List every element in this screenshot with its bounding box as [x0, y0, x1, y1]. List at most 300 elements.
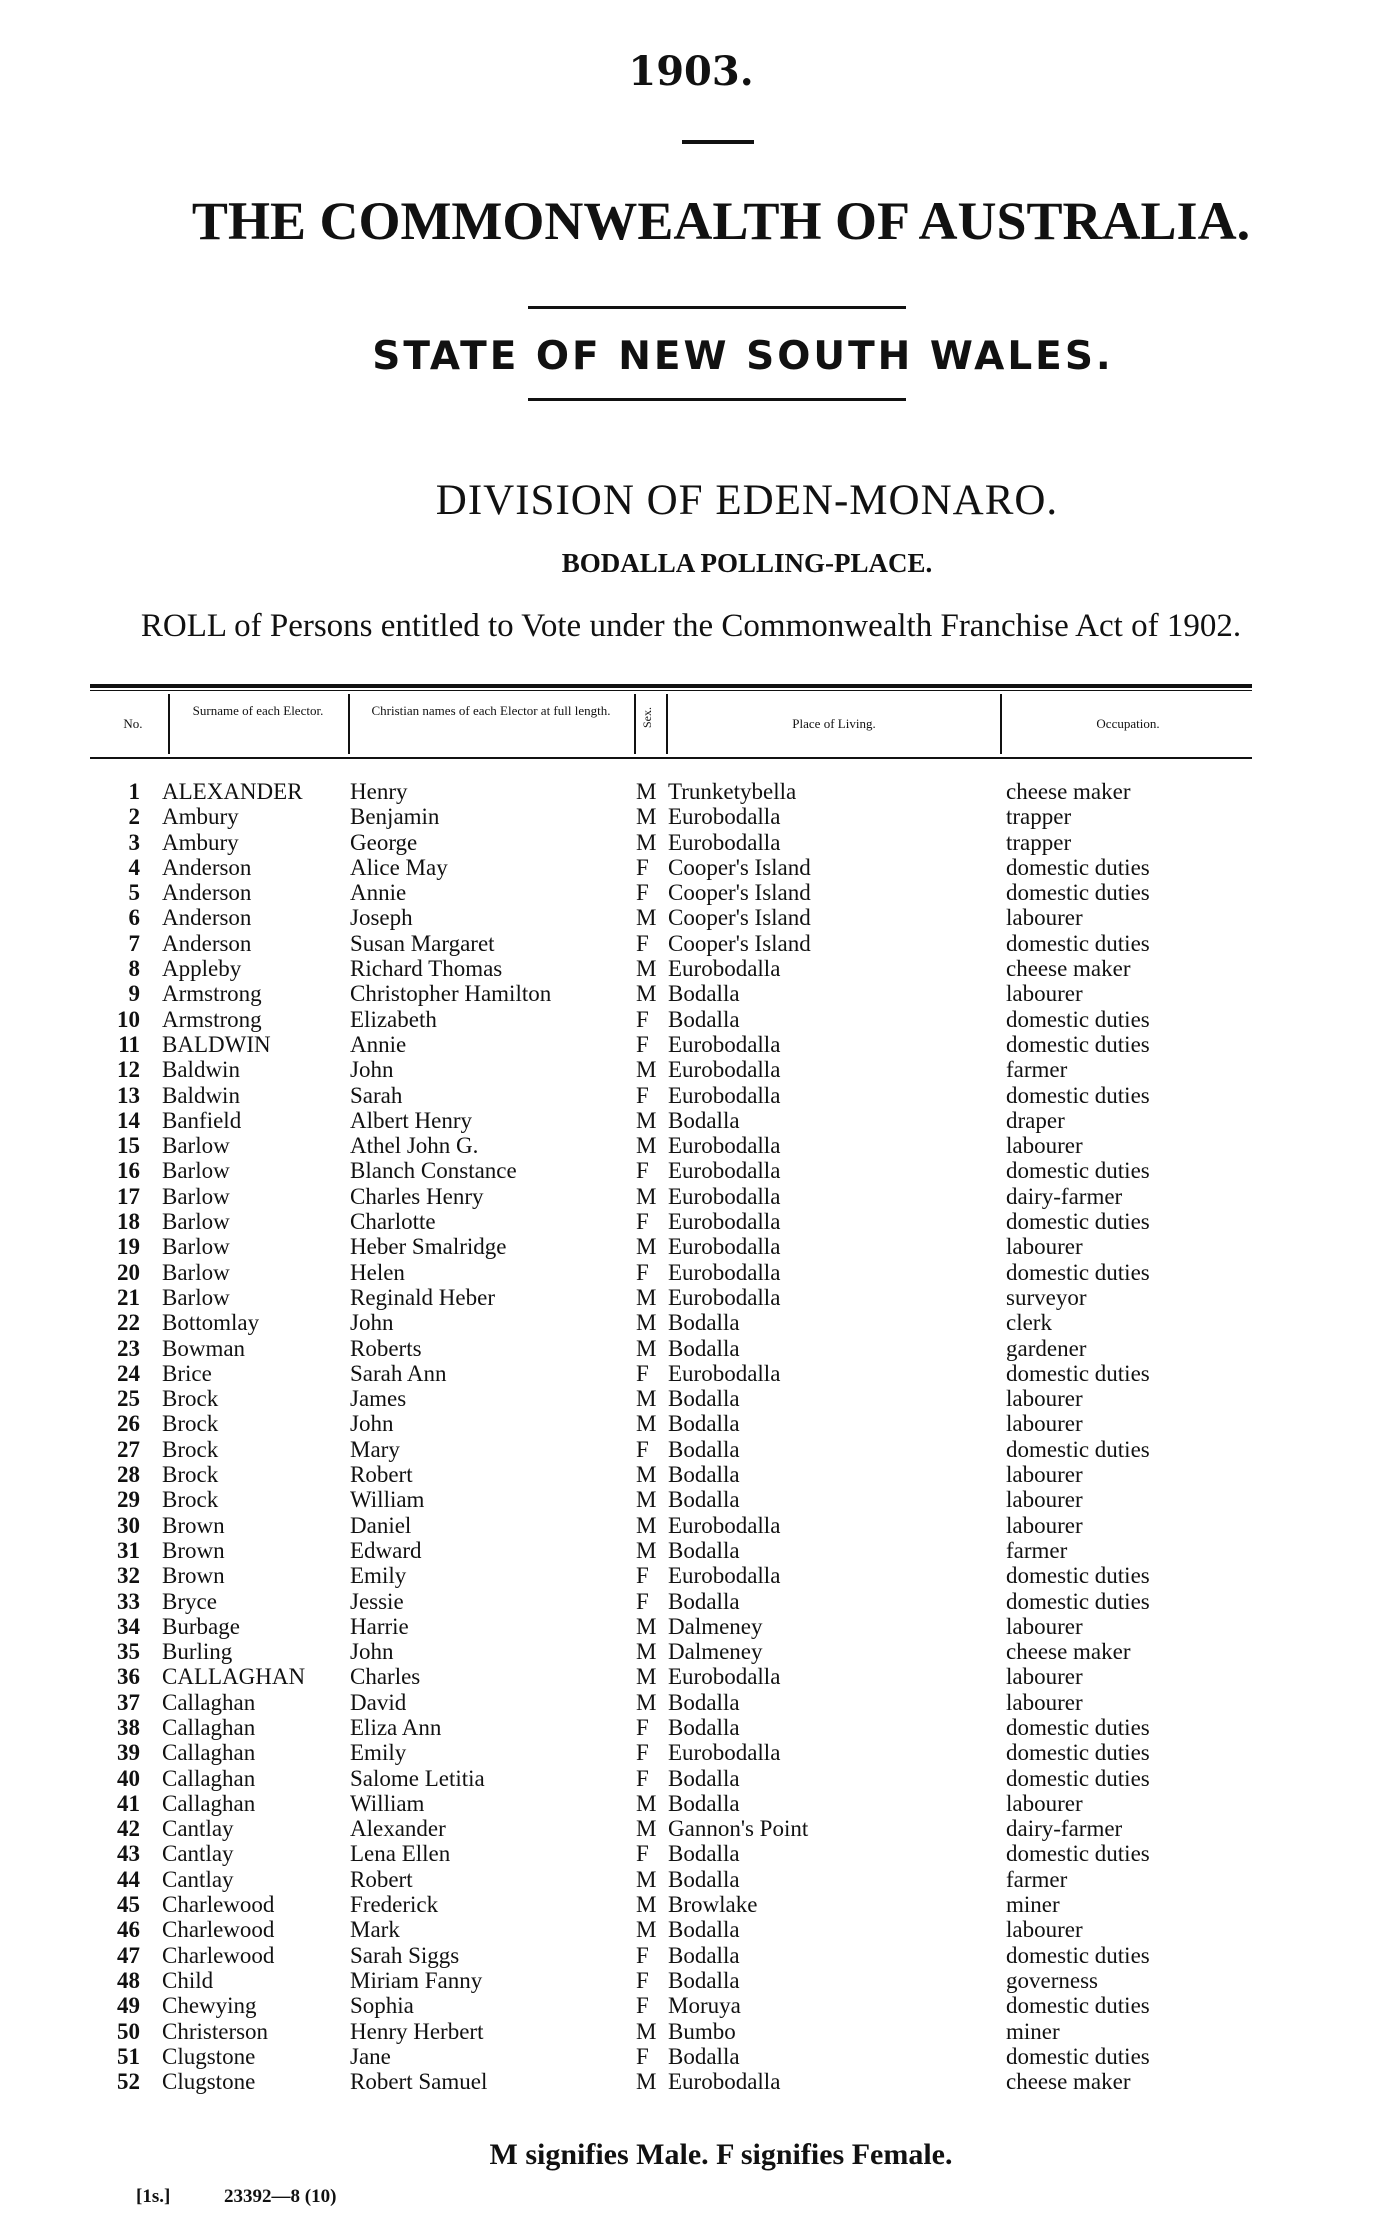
elector-place: Eurobodalla — [668, 1082, 781, 1108]
elector-sex: M — [636, 956, 657, 982]
elector-sex: F — [636, 1563, 649, 1589]
table-row — [0, 2044, 1382, 2069]
elector-number: 28 — [117, 1462, 140, 1488]
elector-sex: F — [636, 930, 649, 956]
elector-christian-names: Jessie — [350, 1588, 404, 1614]
elector-christian-names: Alice May — [350, 854, 448, 880]
elector-occupation: domestic duties — [1006, 1006, 1150, 1032]
elector-place: Bodalla — [668, 1866, 740, 1892]
elector-occupation: domestic duties — [1006, 1588, 1150, 1614]
elector-number: 8 — [128, 956, 140, 982]
elector-christian-names: David — [350, 1689, 407, 1715]
elector-number: 18 — [117, 1209, 140, 1235]
elector-surname: Baldwin — [162, 1057, 240, 1083]
elector-sex: M — [636, 1664, 657, 1690]
elector-place: Eurobodalla — [668, 1133, 781, 1159]
elector-sex: F — [636, 1714, 649, 1740]
elector-occupation: labourer — [1006, 1386, 1083, 1412]
elector-sex: M — [636, 829, 657, 855]
elector-christian-names: Annie — [350, 1031, 407, 1057]
table-row — [0, 1007, 1382, 1032]
elector-number: 49 — [117, 1993, 140, 2019]
elector-place: Browlake — [668, 1892, 758, 1918]
elector-surname: Callaghan — [162, 1714, 256, 1740]
elector-occupation: domestic duties — [1006, 1740, 1150, 1766]
elector-surname: Ambury — [162, 829, 239, 855]
table-row — [0, 1209, 1382, 1234]
elector-number: 11 — [118, 1031, 140, 1057]
elector-sex: M — [636, 1790, 657, 1816]
table-row — [0, 1133, 1382, 1158]
division-heading: DIVISION OF EDEN-MONARO. — [435, 477, 1059, 524]
elector-place: Dalmeney — [668, 1639, 763, 1665]
elector-surname: BALDWIN — [162, 1031, 271, 1057]
elector-christian-names: Reginald Heber — [350, 1284, 495, 1310]
table-row — [0, 1260, 1382, 1285]
elector-occupation: labourer — [1006, 1664, 1083, 1690]
elector-place: Bodalla — [668, 1689, 740, 1715]
elector-christian-names: Susan Margaret — [350, 930, 495, 956]
table-row — [0, 1715, 1382, 1740]
elector-sex: M — [636, 981, 657, 1007]
elector-surname: Clugstone — [162, 2043, 256, 2069]
table-row — [0, 2019, 1382, 2044]
elector-sex: F — [636, 854, 649, 880]
elector-surname: Callaghan — [162, 1689, 256, 1715]
elector-christian-names: John — [350, 1310, 394, 1336]
elector-number: 1 — [128, 779, 140, 804]
elector-occupation: surveyor — [1006, 1284, 1087, 1310]
elector-christian-names: Edward — [350, 1537, 422, 1563]
elector-occupation: labourer — [1006, 1133, 1083, 1159]
elector-surname: Baldwin — [162, 1082, 240, 1108]
elector-place: Bodalla — [668, 2043, 740, 2069]
elector-place: Cooper's Island — [668, 905, 811, 931]
elector-occupation: domestic duties — [1006, 1158, 1150, 1184]
elector-christian-names: Emily — [350, 1563, 407, 1589]
elector-sex: M — [636, 1133, 657, 1159]
elector-christian-names: Alexander — [350, 1816, 446, 1842]
elector-number: 39 — [117, 1740, 140, 1766]
title-divider — [682, 140, 754, 144]
elector-surname: Barlow — [162, 1209, 230, 1235]
elector-number: 37 — [117, 1689, 140, 1715]
elector-occupation: draper — [1006, 1107, 1065, 1133]
elector-sex: M — [636, 1284, 657, 1310]
elector-surname: Brown — [162, 1512, 225, 1538]
table-row — [0, 1740, 1382, 1765]
elector-occupation: labourer — [1006, 1613, 1083, 1639]
elector-number: 34 — [117, 1613, 140, 1639]
elector-occupation: cheese maker — [1006, 779, 1131, 804]
elector-christian-names: Sarah — [350, 1082, 403, 1108]
table-row — [0, 1083, 1382, 1108]
elector-number: 26 — [117, 1411, 140, 1437]
elector-occupation: labourer — [1006, 1917, 1083, 1943]
elector-christian-names: Mark — [350, 1917, 400, 1943]
elector-place: Eurobodalla — [668, 1664, 781, 1690]
table-row — [0, 1917, 1382, 1942]
state-rule-top — [528, 306, 906, 309]
table-row — [0, 931, 1382, 956]
table-row — [0, 1057, 1382, 1082]
elector-sex: M — [636, 1411, 657, 1437]
elector-surname: Brown — [162, 1563, 225, 1589]
elector-place: Bodalla — [668, 1588, 740, 1614]
elector-place: Moruya — [668, 1993, 741, 2019]
elector-place: Dalmeney — [668, 1613, 763, 1639]
elector-surname: Charlewood — [162, 1917, 275, 1943]
elector-sex: F — [636, 1259, 649, 1285]
elector-sex: F — [636, 1765, 649, 1791]
table-row — [0, 1386, 1382, 1411]
elector-number: 35 — [117, 1639, 140, 1665]
elector-sex: M — [636, 2018, 657, 2044]
elector-sex: F — [636, 1841, 649, 1867]
table-row — [0, 1943, 1382, 1968]
elector-number: 48 — [117, 1967, 140, 1993]
elector-christian-names: John — [350, 1411, 394, 1437]
elector-christian-names: Lena Ellen — [350, 1841, 451, 1867]
elector-place: Bodalla — [668, 1765, 740, 1791]
elector-number: 45 — [117, 1892, 140, 1918]
elector-sex: M — [636, 1917, 657, 1943]
price-mark: [1s.] — [136, 2186, 171, 2207]
elector-sex: F — [636, 1360, 649, 1386]
elector-christian-names: Richard Thomas — [350, 956, 503, 982]
elector-sex: M — [636, 1107, 657, 1133]
elector-number: 40 — [117, 1765, 140, 1791]
elector-place: Bodalla — [668, 1462, 740, 1488]
elector-place: Eurobodalla — [668, 1209, 781, 1235]
elector-place: Bodalla — [668, 1537, 740, 1563]
elector-sex: F — [636, 1942, 649, 1968]
elector-place: Eurobodalla — [668, 1259, 781, 1285]
elector-sex: F — [636, 2043, 649, 2069]
elector-christian-names: Eliza Ann — [350, 1714, 442, 1740]
elector-christian-names: Helen — [350, 1259, 405, 1285]
elector-number: 33 — [117, 1588, 140, 1614]
elector-occupation: cheese maker — [1006, 1639, 1131, 1665]
table-row — [0, 1690, 1382, 1715]
elector-place: Bodalla — [668, 1487, 740, 1513]
table-row — [0, 1892, 1382, 1917]
elector-place: Bodalla — [668, 981, 740, 1007]
elector-place: Gannon's Point — [668, 1816, 809, 1842]
elector-number: 22 — [117, 1310, 140, 1336]
table-row — [0, 1285, 1382, 1310]
elector-occupation: labourer — [1006, 1790, 1083, 1816]
elector-sex: M — [636, 2069, 657, 2095]
elector-sex: M — [636, 1537, 657, 1563]
table-row — [0, 1462, 1382, 1487]
elector-christian-names: Heber Smalridge — [350, 1234, 507, 1260]
table-header-bottom-rule — [90, 757, 1252, 759]
elector-surname: Anderson — [162, 880, 252, 906]
elector-christian-names: Emily — [350, 1740, 407, 1766]
elector-surname: Burbage — [162, 1613, 240, 1639]
elector-occupation: trapper — [1006, 829, 1072, 855]
elector-surname: Brock — [162, 1386, 219, 1412]
elector-occupation: domestic duties — [1006, 1259, 1150, 1285]
elector-place: Cooper's Island — [668, 880, 811, 906]
print-code: 23392—8 (10) — [224, 2186, 337, 2207]
elector-sex: M — [636, 1816, 657, 1842]
elector-number: 31 — [117, 1537, 140, 1563]
elector-number: 21 — [117, 1284, 140, 1310]
elector-christian-names: Robert — [350, 1462, 413, 1488]
elector-place: Eurobodalla — [668, 1284, 781, 1310]
elector-surname: Armstrong — [162, 1006, 262, 1032]
elector-christian-names: Charlotte — [350, 1209, 436, 1235]
elector-occupation: cheese maker — [1006, 956, 1131, 982]
elector-surname: Anderson — [162, 905, 252, 931]
table-row — [0, 1841, 1382, 1866]
elector-occupation: dairy-farmer — [1006, 1816, 1123, 1842]
elector-christian-names: James — [350, 1386, 407, 1412]
table-row — [0, 1513, 1382, 1538]
table-row — [0, 1184, 1382, 1209]
elector-sex: M — [636, 1462, 657, 1488]
elector-sex: M — [636, 1866, 657, 1892]
elector-place: Eurobodalla — [668, 829, 781, 855]
table-row — [0, 1639, 1382, 1664]
table-row — [0, 1664, 1382, 1689]
elector-number: 43 — [117, 1841, 140, 1867]
elector-occupation: labourer — [1006, 1689, 1083, 1715]
elector-occupation: domestic duties — [1006, 1942, 1150, 1968]
elector-place: Cooper's Island — [668, 930, 811, 956]
table-row — [0, 779, 1382, 804]
elector-surname: Brock — [162, 1436, 219, 1462]
state-rule-bottom — [528, 398, 906, 401]
elector-christian-names: Joseph — [350, 905, 413, 931]
elector-occupation: domestic duties — [1006, 880, 1150, 906]
elector-occupation: domestic duties — [1006, 930, 1150, 956]
elector-christian-names: Blanch Constance — [350, 1158, 517, 1184]
elector-sex: F — [636, 1993, 649, 2019]
elector-surname: Burling — [162, 1639, 233, 1665]
elector-surname: Barlow — [162, 1183, 230, 1209]
table-row — [0, 1563, 1382, 1588]
elector-surname: Child — [162, 1967, 214, 1993]
elector-surname: Banfield — [162, 1107, 242, 1133]
elector-place: Bodalla — [668, 1841, 740, 1867]
elector-place: Bumbo — [668, 2018, 736, 2044]
elector-occupation: domestic duties — [1006, 854, 1150, 880]
elector-place: Eurobodalla — [668, 1057, 781, 1083]
elector-occupation: domestic duties — [1006, 1841, 1150, 1867]
table-row — [0, 1108, 1382, 1133]
elector-number: 4 — [128, 854, 140, 880]
elector-christian-names: Robert — [350, 1866, 413, 1892]
elector-christian-names: John — [350, 1639, 394, 1665]
state-heading: STATE OF NEW SOUTH WALES. — [372, 334, 1114, 379]
elector-number: 23 — [117, 1335, 140, 1361]
elector-occupation: domestic duties — [1006, 1209, 1150, 1235]
elector-sex: F — [636, 880, 649, 906]
elector-occupation: domestic duties — [1006, 1031, 1150, 1057]
table-row — [0, 1158, 1382, 1183]
elector-number: 17 — [117, 1183, 140, 1209]
elector-sex: M — [636, 1689, 657, 1715]
elector-surname: ALEXANDER — [162, 779, 303, 804]
elector-christian-names: William — [350, 1487, 425, 1513]
elector-number: 44 — [117, 1866, 140, 1892]
elector-surname: Callaghan — [162, 1765, 256, 1791]
elector-number: 12 — [117, 1057, 140, 1083]
elector-occupation: labourer — [1006, 1411, 1083, 1437]
elector-christian-names: Annie — [350, 880, 407, 906]
elector-sex: M — [636, 1310, 657, 1336]
elector-surname: Brock — [162, 1462, 219, 1488]
elector-surname: Appleby — [162, 956, 242, 982]
table-row — [0, 1032, 1382, 1057]
table-row — [0, 1487, 1382, 1512]
elector-occupation: farmer — [1006, 1057, 1068, 1083]
col-header-occupation: Occupation. — [1096, 716, 1160, 731]
sex-legend: M signifies Male. F signifies Female. — [489, 2138, 953, 2171]
elector-surname: Charlewood — [162, 1942, 275, 1968]
elector-place: Eurobodalla — [668, 1360, 781, 1386]
elector-sex: F — [636, 1082, 649, 1108]
elector-place: Bodalla — [668, 1335, 740, 1361]
elector-sex: M — [636, 1512, 657, 1538]
elector-surname: Brock — [162, 1411, 219, 1437]
elector-number: 5 — [128, 880, 140, 906]
elector-number: 16 — [117, 1158, 140, 1184]
elector-number: 3 — [128, 829, 140, 855]
col-header-christian: Christian names of each Elector at full length. — [371, 703, 611, 718]
elector-number: 52 — [117, 2069, 140, 2095]
elector-sex: M — [636, 1613, 657, 1639]
elector-sex: F — [636, 1967, 649, 1993]
elector-place: Bodalla — [668, 1714, 740, 1740]
elector-sex: M — [636, 779, 657, 804]
elector-christian-names: Frederick — [350, 1892, 439, 1918]
elector-surname: Cantlay — [162, 1866, 234, 1892]
elector-surname: Brown — [162, 1537, 225, 1563]
table-row — [0, 2069, 1382, 2094]
elector-surname: Bryce — [162, 1588, 217, 1614]
elector-christian-names: Robert Samuel — [350, 2069, 488, 2095]
elector-occupation: trapper — [1006, 804, 1072, 830]
elector-christian-names: Mary — [350, 1436, 400, 1462]
elector-christian-names: Sarah Ann — [350, 1360, 447, 1386]
elector-sex: M — [636, 1335, 657, 1361]
elector-occupation: domestic duties — [1006, 1993, 1150, 2019]
elector-christian-names: Miriam Fanny — [350, 1967, 483, 1993]
table-row — [0, 1766, 1382, 1791]
elector-place: Eurobodalla — [668, 956, 781, 982]
elector-christian-names: Charles Henry — [350, 1183, 484, 1209]
elector-christian-names: Harrie — [350, 1613, 409, 1639]
elector-occupation: domestic duties — [1006, 1360, 1150, 1386]
elector-occupation: labourer — [1006, 981, 1083, 1007]
elector-surname: Barlow — [162, 1133, 230, 1159]
elector-surname: Armstrong — [162, 981, 262, 1007]
col-header-place: Place of Living. — [792, 716, 876, 731]
elector-occupation: domestic duties — [1006, 2043, 1150, 2069]
elector-occupation: dairy-farmer — [1006, 1183, 1123, 1209]
elector-number: 47 — [117, 1942, 140, 1968]
elector-place: Bodalla — [668, 1107, 740, 1133]
elector-surname: Anderson — [162, 854, 252, 880]
elector-number: 30 — [117, 1512, 140, 1538]
elector-surname: Charlewood — [162, 1892, 275, 1918]
elector-place: Bodalla — [668, 1942, 740, 1968]
elector-sex: F — [636, 1031, 649, 1057]
elector-surname: Bowman — [162, 1335, 246, 1361]
table-row — [0, 1538, 1382, 1563]
elector-christian-names: Benjamin — [350, 804, 440, 830]
elector-place: Eurobodalla — [668, 1740, 781, 1766]
elector-place: Bodalla — [668, 1790, 740, 1816]
elector-sex: F — [636, 1740, 649, 1766]
table-row — [0, 1234, 1382, 1259]
col-divider — [634, 694, 636, 754]
elector-surname: Barlow — [162, 1158, 230, 1184]
elector-occupation: labourer — [1006, 1234, 1083, 1260]
col-divider — [1000, 694, 1002, 754]
elector-number: 20 — [117, 1259, 140, 1285]
elector-number: 29 — [117, 1487, 140, 1513]
elector-surname: Barlow — [162, 1234, 230, 1260]
elector-christian-names: Christopher Hamilton — [350, 981, 552, 1007]
col-header-sex: Sex. — [640, 707, 654, 728]
elector-number: 46 — [117, 1917, 140, 1943]
elector-surname: Bottomlay — [162, 1310, 260, 1336]
elector-number: 51 — [117, 2043, 140, 2069]
elector-number: 42 — [117, 1816, 140, 1842]
elector-christian-names: John — [350, 1057, 394, 1083]
elector-sex: M — [636, 1234, 657, 1260]
elector-christian-names: Jane — [350, 2043, 391, 2069]
table-row — [0, 1437, 1382, 1462]
elector-number: 32 — [117, 1563, 140, 1589]
table-row — [0, 804, 1382, 829]
elector-place: Bodalla — [668, 1967, 740, 1993]
elector-place: Eurobodalla — [668, 1183, 781, 1209]
table-row — [0, 1310, 1382, 1335]
elector-occupation: farmer — [1006, 1866, 1068, 1892]
elector-occupation: domestic duties — [1006, 1765, 1150, 1791]
table-row — [0, 1361, 1382, 1386]
elector-number: 13 — [117, 1082, 140, 1108]
col-header-no: No. — [123, 716, 143, 731]
col-divider — [666, 694, 668, 754]
elector-surname: CALLAGHAN — [162, 1664, 306, 1690]
elector-occupation: domestic duties — [1006, 1436, 1150, 1462]
elector-surname: Barlow — [162, 1259, 230, 1285]
elector-sex: M — [636, 905, 657, 931]
elector-christian-names: George — [350, 829, 418, 855]
elector-surname: Brice — [162, 1360, 212, 1386]
elector-number: 15 — [117, 1133, 140, 1159]
elector-occupation: governess — [1006, 1967, 1098, 1993]
elector-sex: F — [636, 1158, 649, 1184]
table-row — [0, 1867, 1382, 1892]
elector-christian-names: Daniel — [350, 1512, 412, 1538]
roll-description: ROLL of Persons entitled to Vote under the Commonwealth Franchise Act of 1902. — [140, 608, 1242, 644]
elector-number: 41 — [117, 1790, 140, 1816]
elector-surname: Brock — [162, 1487, 219, 1513]
elector-roll-table — [0, 779, 1382, 2094]
elector-place: Trunketybella — [668, 779, 797, 804]
table-row — [0, 956, 1382, 981]
elector-occupation: labourer — [1006, 905, 1083, 931]
table-row — [0, 855, 1382, 880]
